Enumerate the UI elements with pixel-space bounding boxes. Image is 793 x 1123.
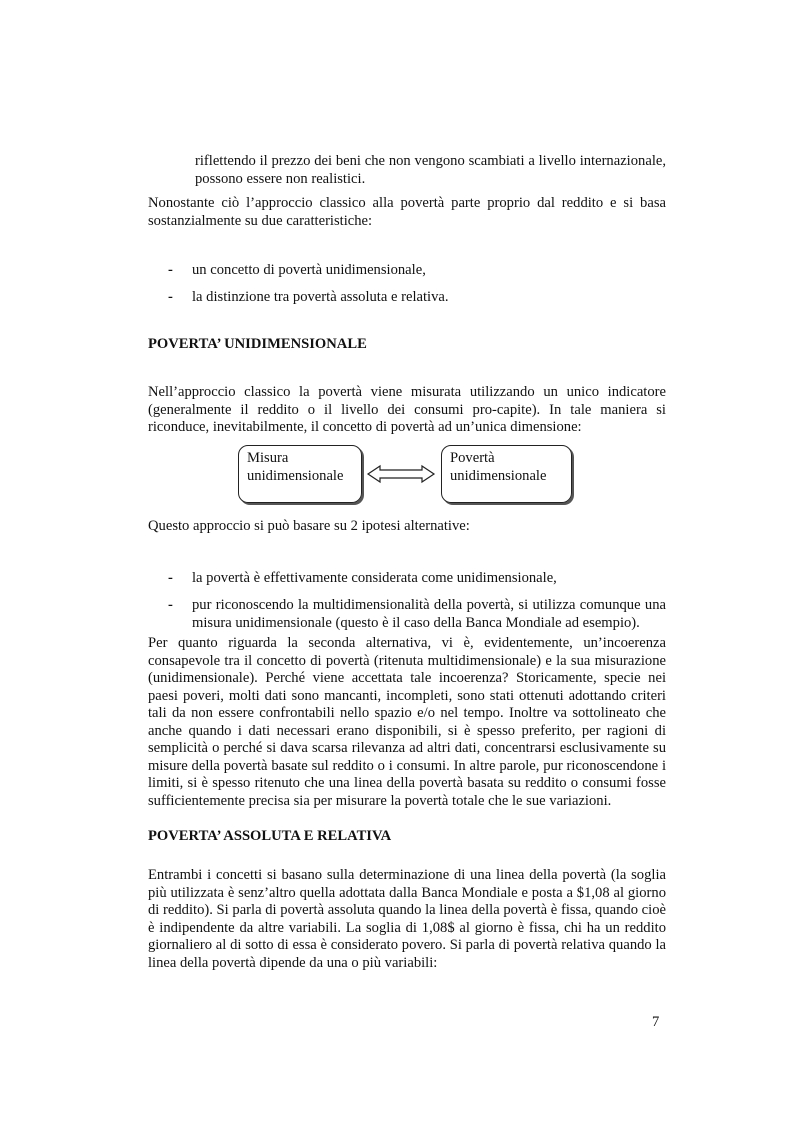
section-heading: POVERTA’ UNIDIMENSIONALE bbox=[148, 336, 367, 352]
diagram-box-left: Misura unidimensionale bbox=[238, 445, 362, 503]
dash-bullet-icon: - bbox=[168, 597, 173, 613]
continuation-paragraph: riflettendo il prezzo dei beni che non vengono scambiati a livello internazionale, possono essere non realistici. bbox=[195, 153, 666, 187]
paragraph: Nell’approccio classico la povertà viene misurata utilizzando un unico indicatore (generalmente il reddito o il livello dei consumi pro-capite). In tale maniera si riconduce, inevitabilmente, il concetto di povertà ad un’unica dimensione: bbox=[148, 384, 666, 435]
list-item-text: pur riconoscendo la multidimensionalità della povertà, si utilizza comunque una misura unidimensionale (questo è il caso della Banca Mondiale ad esempio). bbox=[192, 597, 666, 631]
list-item-text: la distinzione tra povertà assoluta e relativa. bbox=[192, 289, 449, 305]
intro-paragraph: Nonostante ciò l’approccio classico alla povertà parte proprio dal reddito e si basa sostanzialmente su due caratteristiche: bbox=[148, 195, 666, 229]
double-arrow-icon bbox=[366, 464, 436, 484]
paragraph: Entrambi i concetti si basano sulla determinazione di una linea della povertà (la soglia più utilizzata è senz’altro quella adottata dalla Banca Mondiale e posta a $1,08 al giorno di reddito). Si parla di povertà assoluta quando la linea della povertà è fissa, quando cioè è indipendente da altre variabili. La soglia di 1,08$ al giorno è fissa, chi ha un reddito giornaliero al di sotto di essa è considerato povero. Si parla di povertà relativa quando la linea della povertà dipende da una o più variabili: bbox=[148, 867, 666, 971]
section-heading: POVERTA’ ASSOLUTA E RELATIVA bbox=[148, 828, 392, 844]
dash-bullet-icon: - bbox=[168, 289, 173, 305]
page-number: 7 bbox=[652, 1014, 660, 1030]
dash-bullet-icon: - bbox=[168, 262, 173, 278]
paragraph: Per quanto riguarda la seconda alternativa, vi è, evidentemente, un’incoerenza consapevole tra il concetto di povertà (ritenuta multidimensionale) e la sua misurazione (unidimensionale). Perché viene accettata tale incoerenza? Storicamente, specie nei paesi poveri, molti dati sono mancanti, incompleti, sono stati ottenuti adottando criteri tali da non essere confrontabili nello spazio e/o nel tempo. Inoltre va sottolineato che anche quando i dati necessari erano disponibili, si è spesso preferito, per ragioni di semplicità o perché si dava scarsa rilevanza ad altri dati, concentrarsi esclusivamente su misure della povertà basate sul reddito o i consumi. In altre parole, pur riconoscendone i limiti, si è spesso ritenuto che una linea della povertà basata su reddito o consumi fosse sufficientemente precisa sia per misurare la povertà totale che le sue variazioni. bbox=[148, 635, 666, 809]
diagram-box-right: Povertà unidimensionale bbox=[441, 445, 572, 503]
paragraph: Questo approccio si può basare su 2 ipotesi alternative: bbox=[148, 518, 470, 534]
dash-bullet-icon: - bbox=[168, 570, 173, 586]
list-item-text: la povertà è effettivamente considerata come unidimensionale, bbox=[192, 570, 557, 586]
list-item-text: un concetto di povertà unidimensionale, bbox=[192, 262, 426, 278]
